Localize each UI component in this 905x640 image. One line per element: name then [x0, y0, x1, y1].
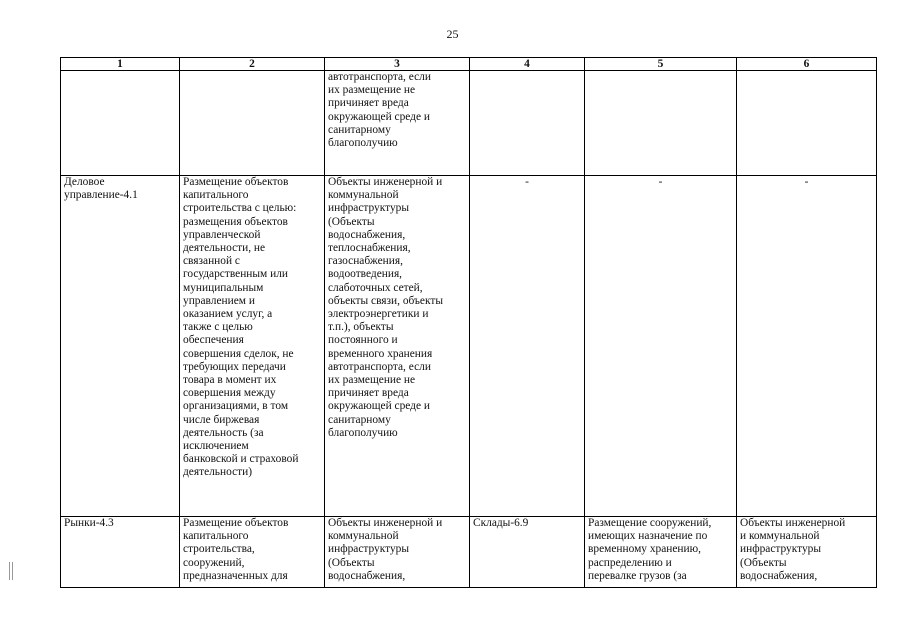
- table-cell: -: [470, 176, 585, 517]
- table-cell: Склады-6.9: [470, 517, 585, 588]
- column-header-5: 5: [585, 58, 737, 71]
- table-cell: -: [737, 176, 877, 517]
- table-cell: Размещение объектов капитального строительства с целью: размещения объектов управленческой деятельности, не связанной с государственным или муниципальным управлением и оказанием услуг, а также с целью обеспечения совершения сделок, не требующих передачи товара в момент их совершения между организациями, в том числе биржевая деятельность (за исключением банковской и страховой деятельности): [180, 176, 325, 517]
- zoning-table: [60, 57, 877, 588]
- table-cell: Размещение сооружений, имеющих назначение по временному хранению, распределению и перевалке грузов (за: [585, 517, 737, 588]
- table-cell: [737, 71, 877, 176]
- scan-margin-mark: [9, 562, 13, 580]
- table-cell: Рынки-4.3: [61, 517, 180, 588]
- column-header-2: 2: [180, 58, 325, 71]
- page-number: 25: [446, 27, 459, 41]
- table-cell: Деловое управление-4.1: [61, 176, 180, 517]
- table-cell: автотранспорта, если их размещение не причиняет вреда окружающей среде и санитарному благополучию: [325, 71, 470, 176]
- table-cell: Объекты инженерной и коммунальной инфраструктуры (Объекты водоснабжения, теплоснабжения, газоснабжения, водоотведения, слаботочных сетей, объекты связи, объекты электроэнергетики и т.п.), объекты постоянного и временного хранения автотранспорта, если их размещение не причиняет вреда окружающей среде и санитарному благополучию: [325, 176, 470, 517]
- column-header-4: 4: [470, 58, 585, 71]
- table-row: [61, 176, 877, 517]
- table-cell: Объекты инженерной и коммунальной инфраструктуры (Объекты водоснабжения,: [737, 517, 877, 588]
- table-cell: -: [585, 176, 737, 517]
- table-cell: [585, 71, 737, 176]
- table-row: [61, 71, 877, 176]
- table-header-row: [61, 58, 877, 71]
- table-cell: Объекты инженерной и коммунальной инфраструктуры (Объекты водоснабжения,: [325, 517, 470, 588]
- column-header-3: 3: [325, 58, 470, 71]
- table-cell: [180, 71, 325, 176]
- column-header-1: 1: [61, 58, 180, 71]
- table-row: [61, 517, 877, 588]
- table-cell: [61, 71, 180, 176]
- column-header-6: 6: [737, 58, 877, 71]
- table-cell: Размещение объектов капитального строительства, сооружений, предназначенных для: [180, 517, 325, 588]
- table-cell: [470, 71, 585, 176]
